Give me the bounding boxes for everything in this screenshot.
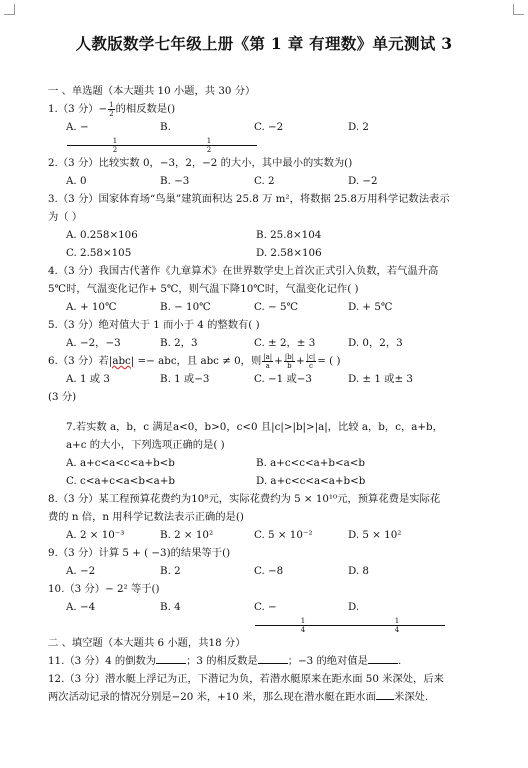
question-2: 2.（3 分）比较实数 0，−3，2，−2 的大小，其中最小的实数为() [48, 157, 353, 169]
option-c[interactable]: C. 2.58×105 [66, 247, 132, 259]
option-d[interactable]: D. 2 [348, 121, 369, 133]
answer-blank[interactable] [156, 652, 186, 664]
question-8-options [48, 526, 488, 544]
fraction: $\frac{|b|}{b}$ [284, 352, 294, 370]
fraction: $\frac{|a|}{a}$ [263, 352, 273, 370]
option-b[interactable]: B. − 10℃ [160, 301, 211, 313]
question-4-options [48, 298, 488, 316]
option-c[interactable]: C. −1 或−3 [254, 373, 312, 385]
question-9-options [48, 562, 488, 580]
option-d[interactable]: D. $\frac{1}{4}$ [348, 598, 442, 634]
question-10-options [48, 598, 488, 634]
question-8: 8.（3 分）某工程预算花费约为10⁸元，实际花费约为 5 × 10¹⁰元，预算花费是实际花 [48, 493, 441, 505]
option-b[interactable]: B. 4 [160, 601, 181, 613]
option-b[interactable]: B. 2，3 [160, 337, 198, 349]
page-corner-mark-left [4, 4, 15, 15]
fraction: $\frac{1}{2}$ [161, 137, 255, 154]
question-7-block [48, 418, 488, 454]
option-b[interactable]: B. a+c<c<a+b<a<b [256, 457, 366, 469]
exam-page [48, 76, 488, 706]
question-3-options-row1 [48, 226, 488, 244]
question-6: 6.（3 分）若|abc| =− abc，且 abc ≠ 0，则 $\frac{|a|}{a}$ + $\frac{|b|}{b}$ + $\frac{|c|}{c}$ = ( ) [48, 352, 341, 370]
option-a[interactable]: A. −2 [66, 565, 96, 577]
answer-blank[interactable] [368, 652, 398, 664]
fraction: $\frac{1}{4}$ [255, 617, 349, 634]
question-7: 7.若实数 a，b，c 满足a<0，b>0，c<0 且|c|>|b|>|a|，比较 a，b，c，a+b， [66, 421, 443, 433]
option-a[interactable]: A. 0 [66, 175, 87, 187]
option-b[interactable]: B. 2 × 10² [160, 529, 214, 541]
question-5-options [48, 334, 488, 352]
question-6-options [48, 370, 488, 388]
question-11: 11.（3 分）4 的倒数为 ；3 的相反数是 ；−3 的绝对值是 . [48, 652, 488, 670]
question-3-options-row2 [48, 244, 488, 262]
answer-blank[interactable] [376, 688, 394, 700]
option-d[interactable]: D. −2 [348, 175, 378, 187]
question-7-options-row1 [48, 454, 488, 472]
option-a[interactable]: A. + 10℃ [66, 301, 117, 313]
option-c[interactable]: C. − $\frac{1}{4}$ [254, 598, 348, 634]
option-c[interactable]: C. c<a+c<a<b<a+b [66, 475, 175, 487]
page-corner-mark-right [513, 4, 524, 15]
question-6-score: (3 分) [48, 391, 77, 403]
option-a[interactable]: A. a+c<a<c<a+b<b [66, 457, 175, 469]
question-4: 4.（3 分）我国古代著作《九章算术》在世界数学史上首次正式引入负数，若气温升高 [48, 265, 439, 277]
section-fill-blank-heading: 二 、填空题（本大题共 6 小题，共18 分） [48, 637, 246, 649]
option-c[interactable]: C. − 5℃ [254, 301, 299, 313]
question-7-options-row2 [48, 472, 488, 490]
question-12-line2: 两次活动记录的情况分别是−20 米，+10 米，那么现在潜水艇在距水面 米深处. [48, 688, 488, 706]
option-b[interactable]: B. −3 [160, 175, 190, 187]
question-7-line2: a+c 的大小，下列选项正确的是( ) [66, 439, 225, 451]
option-c[interactable]: C. 2 [254, 175, 275, 187]
answer-blank[interactable] [258, 652, 288, 664]
question-1: 1.（3 分）− $\frac{1}{2}$ 的相反数是() [48, 100, 176, 118]
question-3: 3.（3 分）国家体育场“鸟巢”建筑面积达 25.8 万 m²，将数据 25.8万用科学记数法表示 [48, 193, 450, 205]
question-5: 5.（3 分）绝对值大于 1 而小于 4 的整数有( ) [48, 319, 260, 331]
fraction: $\frac{1}{4}$ [349, 617, 443, 634]
option-b[interactable]: B. 25.8×104 [256, 229, 322, 241]
fraction: $\frac{1}{2}$ [109, 100, 114, 118]
option-b[interactable]: B. $\frac{1}{2}$ [160, 118, 254, 154]
option-c[interactable]: C. 5 × 10⁻² [254, 529, 313, 541]
question-8-line2: 费的 n 倍，n 用科学记数法表示正确的是() [48, 511, 244, 523]
option-d[interactable]: D. a+c<c<a<a+b<b [256, 475, 366, 487]
option-c[interactable]: C. −2 [254, 121, 284, 133]
question-2-options [48, 172, 488, 190]
option-d[interactable]: D. 0，2，3 [348, 337, 403, 349]
question-3-line2: 为（ ） [48, 211, 83, 223]
option-a[interactable]: A. 1 或 3 [66, 373, 110, 385]
option-b[interactable]: B. 1 或−3 [160, 373, 210, 385]
fraction: $\frac{|c|}{c}$ [306, 352, 316, 370]
option-a[interactable]: A. 2 × 10⁻³ [66, 529, 125, 541]
option-a[interactable]: A. − $\frac{1}{2}$ [66, 118, 160, 154]
question-1-options [48, 118, 488, 154]
option-c[interactable]: C. ± 2，± 3 [254, 337, 316, 349]
spellcheck-underline: |abc| [108, 355, 135, 367]
document-title: 人教版数学七年级上册《第 1 章 有理数》单元测试 3 [75, 34, 453, 53]
option-a[interactable]: A. −2，−3 [66, 337, 121, 349]
fraction: $\frac{1}{2}$ [67, 137, 161, 154]
option-a[interactable]: A. 0.258×106 [66, 229, 138, 241]
option-b[interactable]: B. 2 [160, 565, 181, 577]
question-10: 10.（3 分）− 2² 等于() [48, 583, 160, 595]
option-d[interactable]: D. + 5℃ [348, 301, 393, 313]
section-single-choice-heading: 一 、单选题（本大题共 10 小题，共 30 分） [48, 85, 256, 97]
question-12: 12.（3 分）潜水艇上浮记为正，下潜记为负，若潜水艇原来在距水面 50 米深处，后来 [48, 673, 444, 685]
option-d[interactable]: D. 2.58×106 [256, 247, 322, 259]
option-a[interactable]: A. −4 [66, 601, 96, 613]
option-d[interactable]: D. ± 1 或± 3 [348, 373, 413, 385]
option-d[interactable]: D. 5 × 10² [348, 529, 402, 541]
option-c[interactable]: C. −8 [254, 565, 284, 577]
option-d[interactable]: D. 8 [348, 565, 369, 577]
question-4-line2: 5℃时，气温变化记作+ 5℃，则气温下降10℃时，气温变化记作( ) [48, 283, 359, 295]
question-9: 9.（3 分）计算 5 + ( −3)的结果等于() [48, 547, 231, 559]
